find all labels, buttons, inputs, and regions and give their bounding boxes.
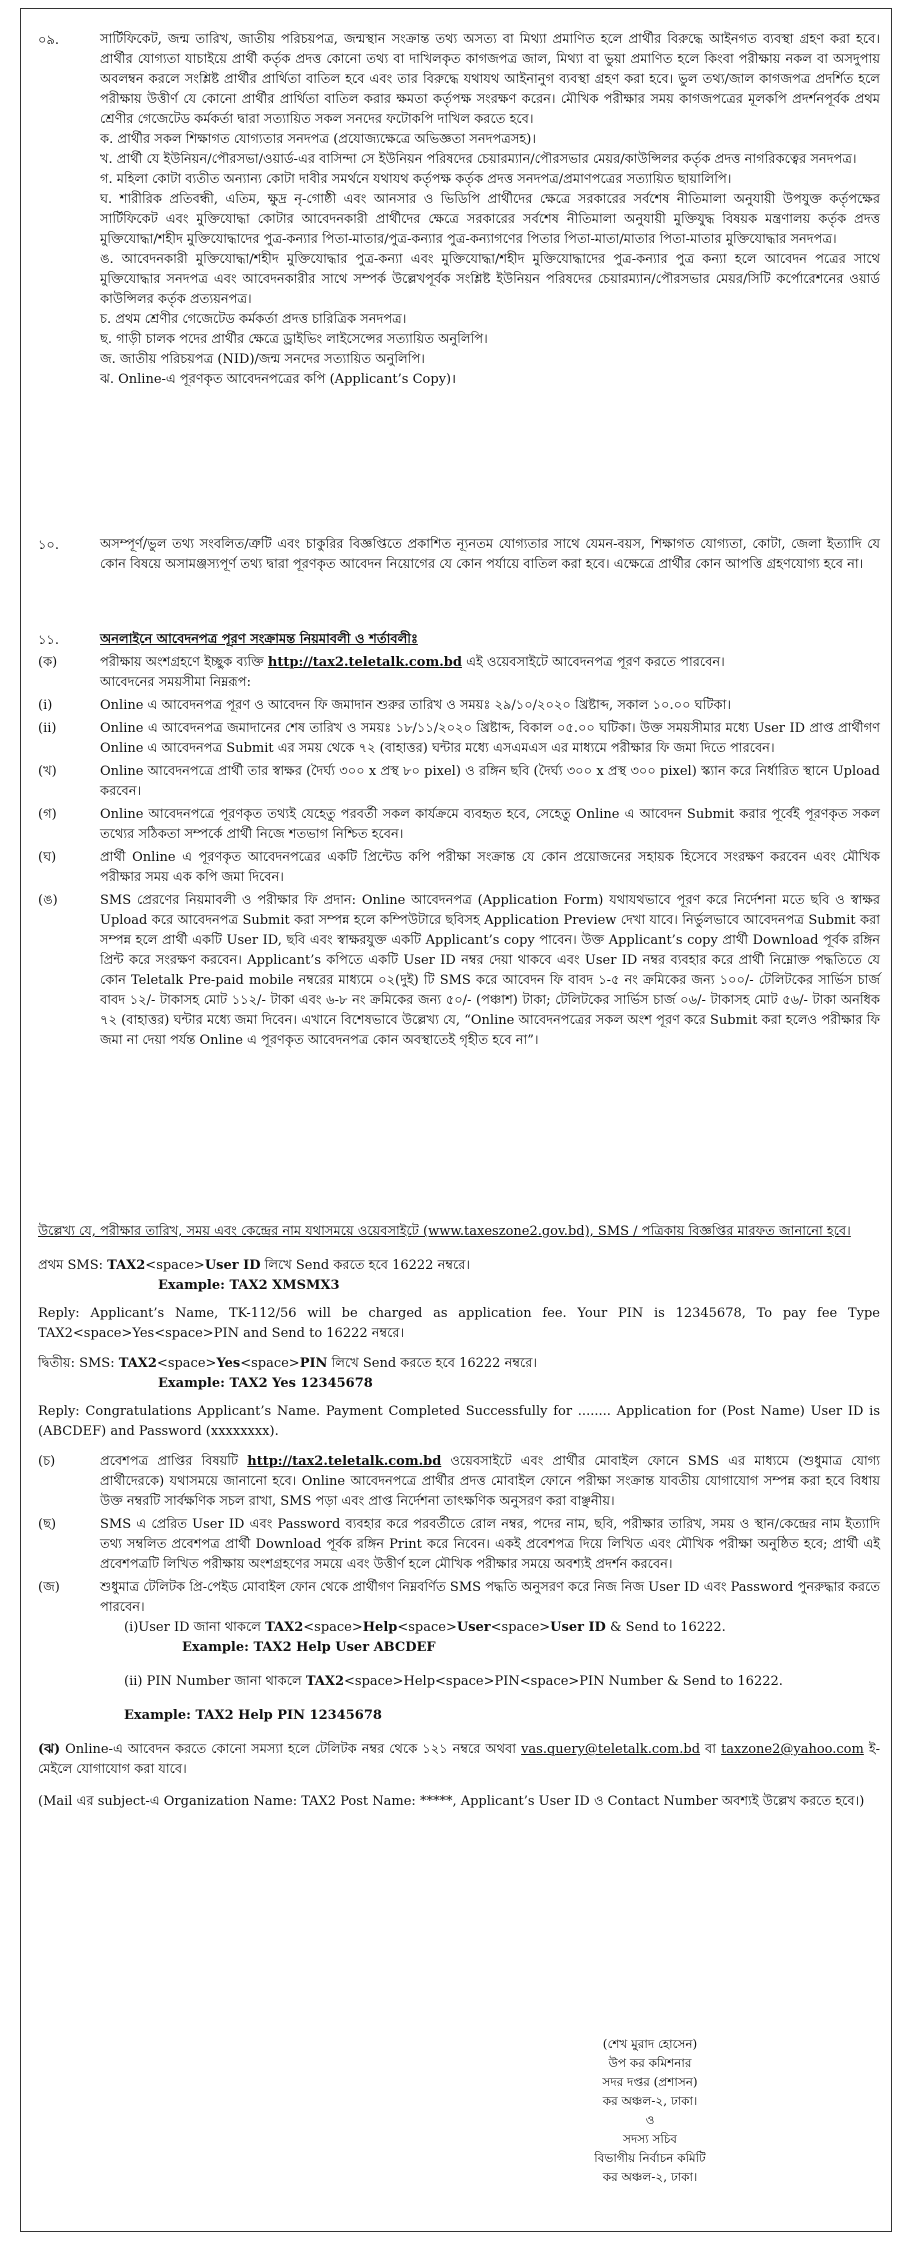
clause-kha [38,762,880,802]
clause-text: আবেদনের সময়সীমা নিম্নরূপ: [100,675,251,690]
clause-label: (ঝ) [38,1742,61,1757]
clause-label: (ক) [38,655,58,670]
clause-jha [38,1740,880,1780]
sms2-format [38,1354,880,1374]
clause-label: (ঙ) [38,893,58,908]
list-item: ঙ. আবেদনকারী মুক্তিযোদ্ধা/শহীদ মুক্তিযোদ্ধার পুত্র-কন্যা এবং মুক্তিযোদ্ধা/শহীদ মুক্তিযোদ্ধাদের পুত্র-কন্যার পুত্র কন্যা হলে আবেদন পত্রের সাথে মুক্তিযোদ্ধার সনদপত্র এবং আবেদনকারীর সাথে সম্পর্ক উল্লেখপূর্বক সংশ্লিষ্ট ইউনিয়ন পরিষদের চেয়ারম্যান/পৌরসভার মেয়র/সিটি কর্পোরেশনের ওয়ার্ড কাউন্সিলর কর্তৃক প্রত্যয়নপত্র। [100,252,880,307]
section-number: ১১. [38,633,60,648]
sms-keyword: User ID [550,1620,606,1635]
recovery-user-example: Example: TAX2 Help User ABCDEF [182,1640,436,1655]
sms-keyword: TAX2 [107,1258,146,1273]
list-item: জ. জাতীয় পরিচয়পত্র (NID)/জন্ম সনদের সত্যায়িত অনুলিপি। [100,352,425,367]
sms-keyword: PIN [299,1356,328,1371]
sms-space: <space> [490,1620,551,1635]
clause-text: এই ওয়েবসাইটে আবেদনপত্র পূরণ করতে পারবেন। [466,655,725,670]
sms-space: <space> [240,1356,300,1371]
teletalk-link[interactable]: http://tax2.teletalk.com.bd [267,655,462,670]
clause-text: প্রবেশপত্র প্রাপ্তির বিষয়টি [100,1454,239,1469]
signature-block [520,2035,780,2187]
clause-ka [38,653,880,693]
signatory-conjunction: ও [645,2113,655,2127]
signatory-title: সদস্য সচিব [623,2132,677,2146]
sms-space: <space> [303,1620,363,1635]
clause-label: (গ) [38,807,57,822]
sms1-reply: Reply: Applicant’s Name, TK-112/56 will be charged as application fee. Your PIN is 12345678, To pay fee Type TAX2<space>Yes<space>PIN and Send to 16222 নম্বরে। [38,1306,880,1341]
sms-label: দ্বিতীয়: SMS: [38,1356,119,1371]
sms-instruction: লিখে Send করতে হবে 16222 নম্বরে। [327,1356,538,1371]
recovery-pin [124,1672,880,1692]
sms-keyword: TAX2 [118,1356,157,1371]
sms2-example: Example: TAX2 Yes 12345678 [158,1376,373,1391]
clause-label: (খ) [38,764,57,779]
sms-keyword: Help [362,1620,398,1635]
clause-text: Online এ আবেদনপত্র পূরণ ও আবেদন ফি জমাদান শুরুর তারিখ ও সময়ঃ ২৯/১০/২০২০ খ্রিষ্টাব্দ, সকাল ১০.০০ ঘটিকা। [100,698,732,713]
sms-keyword: TAX2 [265,1620,304,1635]
clause-text: ই-মেইলে যোগাযোগ করা যাবে। [38,1742,880,1777]
clause-text: বা [705,1742,717,1757]
list-item: ক. প্রার্থীর সকল শিক্ষাগত যোগ্যতার সনদপত্র (প্রযোজ্যক্ষেত্রে অভিজ্ঞতা সনদপত্রসহ)। [100,132,536,147]
sms-keyword: User ID [204,1258,261,1273]
list-item: চ. প্রথম শ্রেণীর গেজেটেড কর্মকর্তা প্রদত্ত চারিত্রিক সনদপত্র। [100,312,407,327]
clause-text: Online এ আবেদনপত্র জমাদানের শেষ তারিখ ও সময়ঃ ১৮/১১/২০২০ খ্রিষ্টাব্দ, বিকাল ০৫.০০ ঘটিকা। উক্ত সময়সীমার মধ্যে User ID প্রাপ্ত প্রার্থীগণ Online এ আবেদনপত্র Submit এর সময় থেকে ৭২ (বাহাত্তর) ঘন্টার মধ্যে এসএমএস এর মাধ্যমে পরীক্ষার ফি জমা দিতে পারবেন। [100,721,880,756]
clause-label: (চ) [38,1454,56,1469]
sms-instruction: <space>Help<space>PIN<space>PIN Number & Send to 16222. [344,1674,783,1689]
support-email-link[interactable]: vas.query@teletalk.com.bd [521,1742,701,1757]
clause-label: (i) [38,698,53,713]
clause-chha [38,1515,880,1575]
clause-text: Online আবেদনপত্রে পূরণকৃত তথ্যই যেহেতু পরবর্তী সকল কার্যক্রমে ব্যবহৃত হবে, সেহেতু Online এ আবেদন Submit করার পূর্বেই পূরণকৃত সকল তথ্যের সঠিকতা সম্পর্কে প্রার্থী নিজে শতভাগ নিশ্চিত হবেন। [100,807,880,842]
clause-text: Online আবেদনপত্রে প্রার্থী তার স্বাক্ষর (দৈর্ঘ্য ৩০০ x প্রস্থ ৮০ pixel) ও রঙ্গিন ছবি (দৈর্ঘ্য ৩০০ x প্রস্থ ৩০০ pixel) স্ক্যান করে নির্ধারিত স্থানে Upload করবেন। [100,764,880,799]
clause-text: প্রার্থী Online এ পূরণকৃত আবেদনপত্রের একটি প্রিন্টেড কপি পরীক্ষা সংক্রান্ত যে কোন প্রয়োজনের সহায়ক হিসেবে সংরক্ষণ করবেন এবং মৌখিক পরীক্ষার সময় এক কপি জমা দিবেন। [100,850,880,885]
list-item: ছ. গাড়ী চালক পদের প্রার্থীর ক্ষেত্রে ড্রাইভিং লাইসেন্সের সত্যায়িত অনুলিপি। [100,332,488,347]
clause-text: শুধুমাত্র টেলিটক প্রি-পেইড মোবাইল ফোন থেকে প্রার্থীগণ নিম্নবর্ণিত SMS পদ্ধতি অনুসরণ করে নিজ নিজ User ID এবং Password পুনরুদ্ধার করতে পারবেন। [100,1580,880,1615]
clause-label: (জ) [38,1580,60,1595]
clause-text: পরীক্ষায় অংশগ্রহণে ইচ্ছুক ব্যক্তি [100,655,264,670]
clause-label: (ii) [38,721,57,736]
section-09 [38,30,880,390]
sms-space: <space> [397,1620,457,1635]
teletalk-link[interactable]: http://tax2.teletalk.com.bd [247,1454,442,1469]
clause-i [38,696,880,716]
sms-space: <space> [156,1356,217,1371]
sms-keyword: User [456,1620,491,1635]
signatory-title: সদর দপ্তর (প্রশাসন) [602,2075,698,2089]
clause-label: (ঘ) [38,850,57,865]
sms1-format [38,1256,880,1276]
sms-keyword: Yes [216,1356,241,1371]
section-11-heading: অনলাইনে আবেদনপত্র পূরণ সংক্রামন্ত নিয়মাবলী ও শর্তাবলীঃ [100,632,418,647]
signatory-title: উপ কর কমিশনার [608,2056,692,2070]
sms-keyword: TAX2 [305,1674,344,1689]
list-item: খ. প্রার্থী যে ইউনিয়ন/পৌরসভা/ওয়ার্ড-এর বাসিন্দা সে ইউনিয়ন পরিষদের চেয়ারম্যান/পৌরসভার মেয়র/কাউন্সিলর কর্তৃক প্রদত্ত নাগরিকত্বের সনদপত্র। [100,152,857,167]
recovery-pin-example: Example: TAX2 Help PIN 12345678 [124,1708,382,1723]
sms-instruction: লিখে Send করতে হবে 16222 নম্বরে। [260,1258,471,1273]
clause-umo [38,891,880,1051]
sms2-reply: Reply: Congratulations Applicant’s Name. Payment Completed Successfully for ........ Application for (Post Name) User ID is (ABCDEF) and Password (xxxxxxxx). [38,1404,880,1439]
signatory-title: কর অঞ্চল-২, ঢাকা। [602,2094,698,2108]
clause-text: SMS এ প্রেরিত User ID এবং Password ব্যবহার করে পরবর্তীতে রোল নম্বর, পদের নাম, ছবি, পরীক্ষার তারিখ, সময় ও স্থান/কেন্দ্রের নাম ইত্যাদি তথ্য সম্বলিত প্রবেশপত্র প্রার্থী Download পূর্বক রঙ্গিন Print করে নিবেন। একই প্রবেশপত্র দিয়ে লিখিত এবং মৌখিক পরীক্ষা অনুষ্ঠিত হবে; প্রার্থী এই প্রবেশপত্রটি লিখিত পরীক্ষায় অংশগ্রহণের সময়ে এবং উত্তীর্ণ হলে মৌখিক পরীক্ষার সময়ে অবশ্যই প্রদর্শন করবেন। [100,1517,880,1572]
list-item: গ. মহিলা কোটা ব্যতীত অন্যান্য কোটা দাবীর সমর্থনে যথাযথ কর্তৃপক্ষ কর্তৃক প্রদত্ত সনদপত্র/প্রমাণপত্রের সত্যায়িত ছায়ালিপি। [100,172,732,187]
section-10 [38,535,880,575]
recovery-text: (ii) PIN Number জানা থাকলে [124,1674,306,1689]
sms-instruction: & Send to 16222. [605,1620,726,1635]
signatory-title: কর অঞ্চল-২, ঢাকা। [602,2170,698,2184]
list-item: ঘ. শারীরিক প্রতিবন্ধী, এতিম, ক্ষুদ্র নৃ-গোষ্ঠী এবং আনসার ও ভিডিপি প্রার্থীদের ক্ষেত্রে সরকারের সর্বশেষ নীতিমালা অনুযায়ী উপযুক্ত কর্তৃপক্ষের সার্টিফিকেট এবং মুক্তিযোদ্ধা কোটার আবেদনকারী প্রার্থীদের ক্ষেত্রে সরকারের সর্বশেষ নীতিমালা অনুযায়ী মুক্তিযুদ্ধ বিষয়ক মন্ত্রণালয় কর্তৃক প্রদত্ত মুক্তিযোদ্ধা/শহীদ মুক্তিযোদ্ধাদের পুত্র-কন্যার পিতা-মাতার/পুত্র-কন্যার পুত্র-কন্যাগণের পিতার পিতা-মাতা/মাতার পিতা-মাতার মুক্তিযোদ্ধার সনদপত্র। [100,192,880,247]
announcement-note: উল্লেখ্য যে, পরীক্ষার তারিখ, সময় এবং কেন্দ্রের নাম যথাসময়ে ওয়েবসাইটে (www.taxeszone2.gov.bd), SMS / পত্রিকায় বিজ্ঞপ্তির মারফত জানানো হবে। [38,1224,851,1239]
clause-text: SMS প্রেরণের নিয়মাবলী ও পরীক্ষার ফি প্রদান: Online আবেদনপত্র (Application Form) যথাযথভাবে পূরণ করে নির্দেশনা মতে ছবি ও স্বাক্ষর Upload করে আবেদনপত্র Submit করা সম্পন্ন হলে কম্পিউটারে ছবিসহ Application Preview দেখা যাবে। নির্ভুলভাবে আবেদনপত্র Submit করা সম্পন্ন হলে প্রার্থী একটি User ID, ছবি এবং স্বাক্ষরযুক্ত একটি Applicant’s copy পাবেন। উক্ত Applicant’s copy প্রার্থী Download পূর্বক রঙ্গিন প্রিন্ট করে সংরক্ষণ করবেন। Applicant’s কপিতে একটি User ID নম্বর দেয়া থাকবে এবং User ID নম্বর ব্যবহার করে প্রার্থী নিম্নোক্ত পদ্ধতিতে যে কোন Teletalk Pre-paid mobile নম্বরের মাধ্যমে ০২(দুই) টি SMS করে আবেদন ফি বাবদ ১-৫ নং ক্রমিকের জন্য ১০০/- টেলিটকের সার্ভিস চার্জ বাবদ ১২/- টাকাসহ মোট ১১২/- টাকা এবং ৬-৮ নং ক্রমিকের জন্য ৫০/- (পঞ্চাশ) টাকা; টেলিটকের সার্ভিস চার্জ ০৬/- টাকাসহ মোট ৫৬/- টাকা অনধিক ৭২ (বাহাত্তর) ঘন্টার মধ্যে জমা দিবেন। এখানে বিশেষভাবে উল্লেখ্য যে, “Online আবেদনপত্রের সকল অংশ পূরণ করে Submit করা হলেও পরীক্ষার ফি জমা না দেয়া পর্যন্ত Online এ পূরণকৃত আবেদনপত্র কোন অবস্থাতেই গৃহীত হবে না”। [100,893,880,1048]
signatory-name: (শেখ মুরাদ হোসেন) [602,2037,698,2051]
sms-label: প্রথম SMS: [38,1258,108,1273]
clause-cha [38,1452,880,1512]
section-10-text: অসম্পূর্ণ/ভুল তথ্য সংবলিত/ত্রুটি এবং চাকুরির বিজ্ঞপ্তিতে প্রকাশিত ন্যূনতম যোগ্যতার সাথে যেমন-বয়স, শিক্ষাগত যোগ্যতা, কোটা, জেলা ইত্যাদি যে কোন বিষয়ে অসামঞ্জস্যপূর্ণ তথ্য দ্বারা পূরণকৃত আবেদন নিয়োগের যে কোন পর্যায়ে বাতিল করা হবে। এক্ষেত্রে প্রার্থীর কোন আপত্তি গ্রহণযোগ্য হবে না। [100,537,880,572]
sms-instructions [38,1222,880,1812]
clause-ja [38,1578,880,1618]
clause-text: Online-এ আবেদন করতে কোনো সমস্যা হলে টেলিটক নম্বর থেকে ১২১ নম্বরে অথবা [65,1742,517,1757]
signatory-title: বিভাগীয় নির্বাচন কমিটি [594,2151,706,2165]
section-number: ১০. [38,538,60,553]
list-item: ঝ. Online-এ পূরণকৃত আবেদনপত্রের কপি (Applicant’s Copy)। [100,372,457,387]
clause-ga [38,805,880,845]
clause-text: ওয়েবসাইটে এবং প্রার্থীর মোবাইল ফোনে SMS এর মাধ্যমে (শুধুমাত্র যোগ্য প্রার্থীদেরকে) যথাসময়ে জানানো হবে। Online আবেদনপত্রে প্রার্থীর প্রদত্ত মোবাইল ফোনে পরীক্ষা সংক্রান্ত যাবতীয় যোগাযোগ সম্পন্ন করা হবে বিধায় উক্ত নম্বরটি সার্বক্ষণিক সচল রাখা, SMS পড়া এবং প্রাপ্ত নির্দেশনা তাৎক্ষণিক অনুসরণ করা বাঞ্ছনীয়। [100,1454,881,1509]
section-number: ০৯. [38,33,60,48]
taxzone-email-link[interactable]: taxzone2@yahoo.com [721,1742,864,1757]
recovery-text: (i)User ID জানা থাকলে [124,1620,266,1635]
recovery-user-id [124,1618,880,1638]
clause-ii [38,719,880,759]
clause-gha [38,848,880,888]
sms1-example: Example: TAX2 XMSMX3 [158,1278,340,1293]
section-09-intro: সার্টিফিকেট, জন্ম তারিখ, জাতীয় পরিচয়পত্র, জন্মস্থান সংক্রান্ত তথ্য অসত্য বা মিথ্যা প্রমাণিত হলে প্রার্থীর বিরুদ্ধে আইনগত ব্যবস্থা গ্রহণ করা হবে। প্রার্থীর যোগ্যতা যাচাইয়ে প্রার্থী কর্তৃক প্রদত্ত কোনো তথ্য বা দাখিলকৃত কাগজপত্র জাল, মিথ্যা বা ভুয়া প্রমাণিত হলে কিংবা পরীক্ষায় নকল বা অসদুপায় অবলম্বন করলে সংশ্লিষ্ট প্রার্থীর প্রার্থিতা বাতিল হবে এবং তার বিরুদ্ধে যথাযথ আইনানুগ ব্যবস্থা গ্রহণ করা হবে। ভুল তথ্য/জাল কাগজপত্র প্রদর্শিত হলে পরীক্ষায় উত্তীর্ণ যে কোনো প্রার্থীর প্রার্থিতা বাতিল করার ক্ষমতা কর্তৃপক্ষ সংরক্ষণ করেন। মৌখিক পরীক্ষার সময় কাগজপত্রের মূলকপি প্রদর্শনপূর্বক প্রথম শ্রেণীর গেজেটেড কর্মকর্তা দ্বারা সত্যায়িত সকল সনদের ফটোকপি দাখিল করতে হবে। [100,32,880,127]
sms-space: <space> [145,1258,205,1273]
section-11 [38,630,880,1054]
mail-subject-note: (Mail এর subject-এ Organization Name: TAX2 Post Name: *****, Applicant’s User ID ও Contact Number অবশ্যই উল্লেখ করতে হবে।) [38,1794,865,1809]
clause-label: (ছ) [38,1517,57,1532]
